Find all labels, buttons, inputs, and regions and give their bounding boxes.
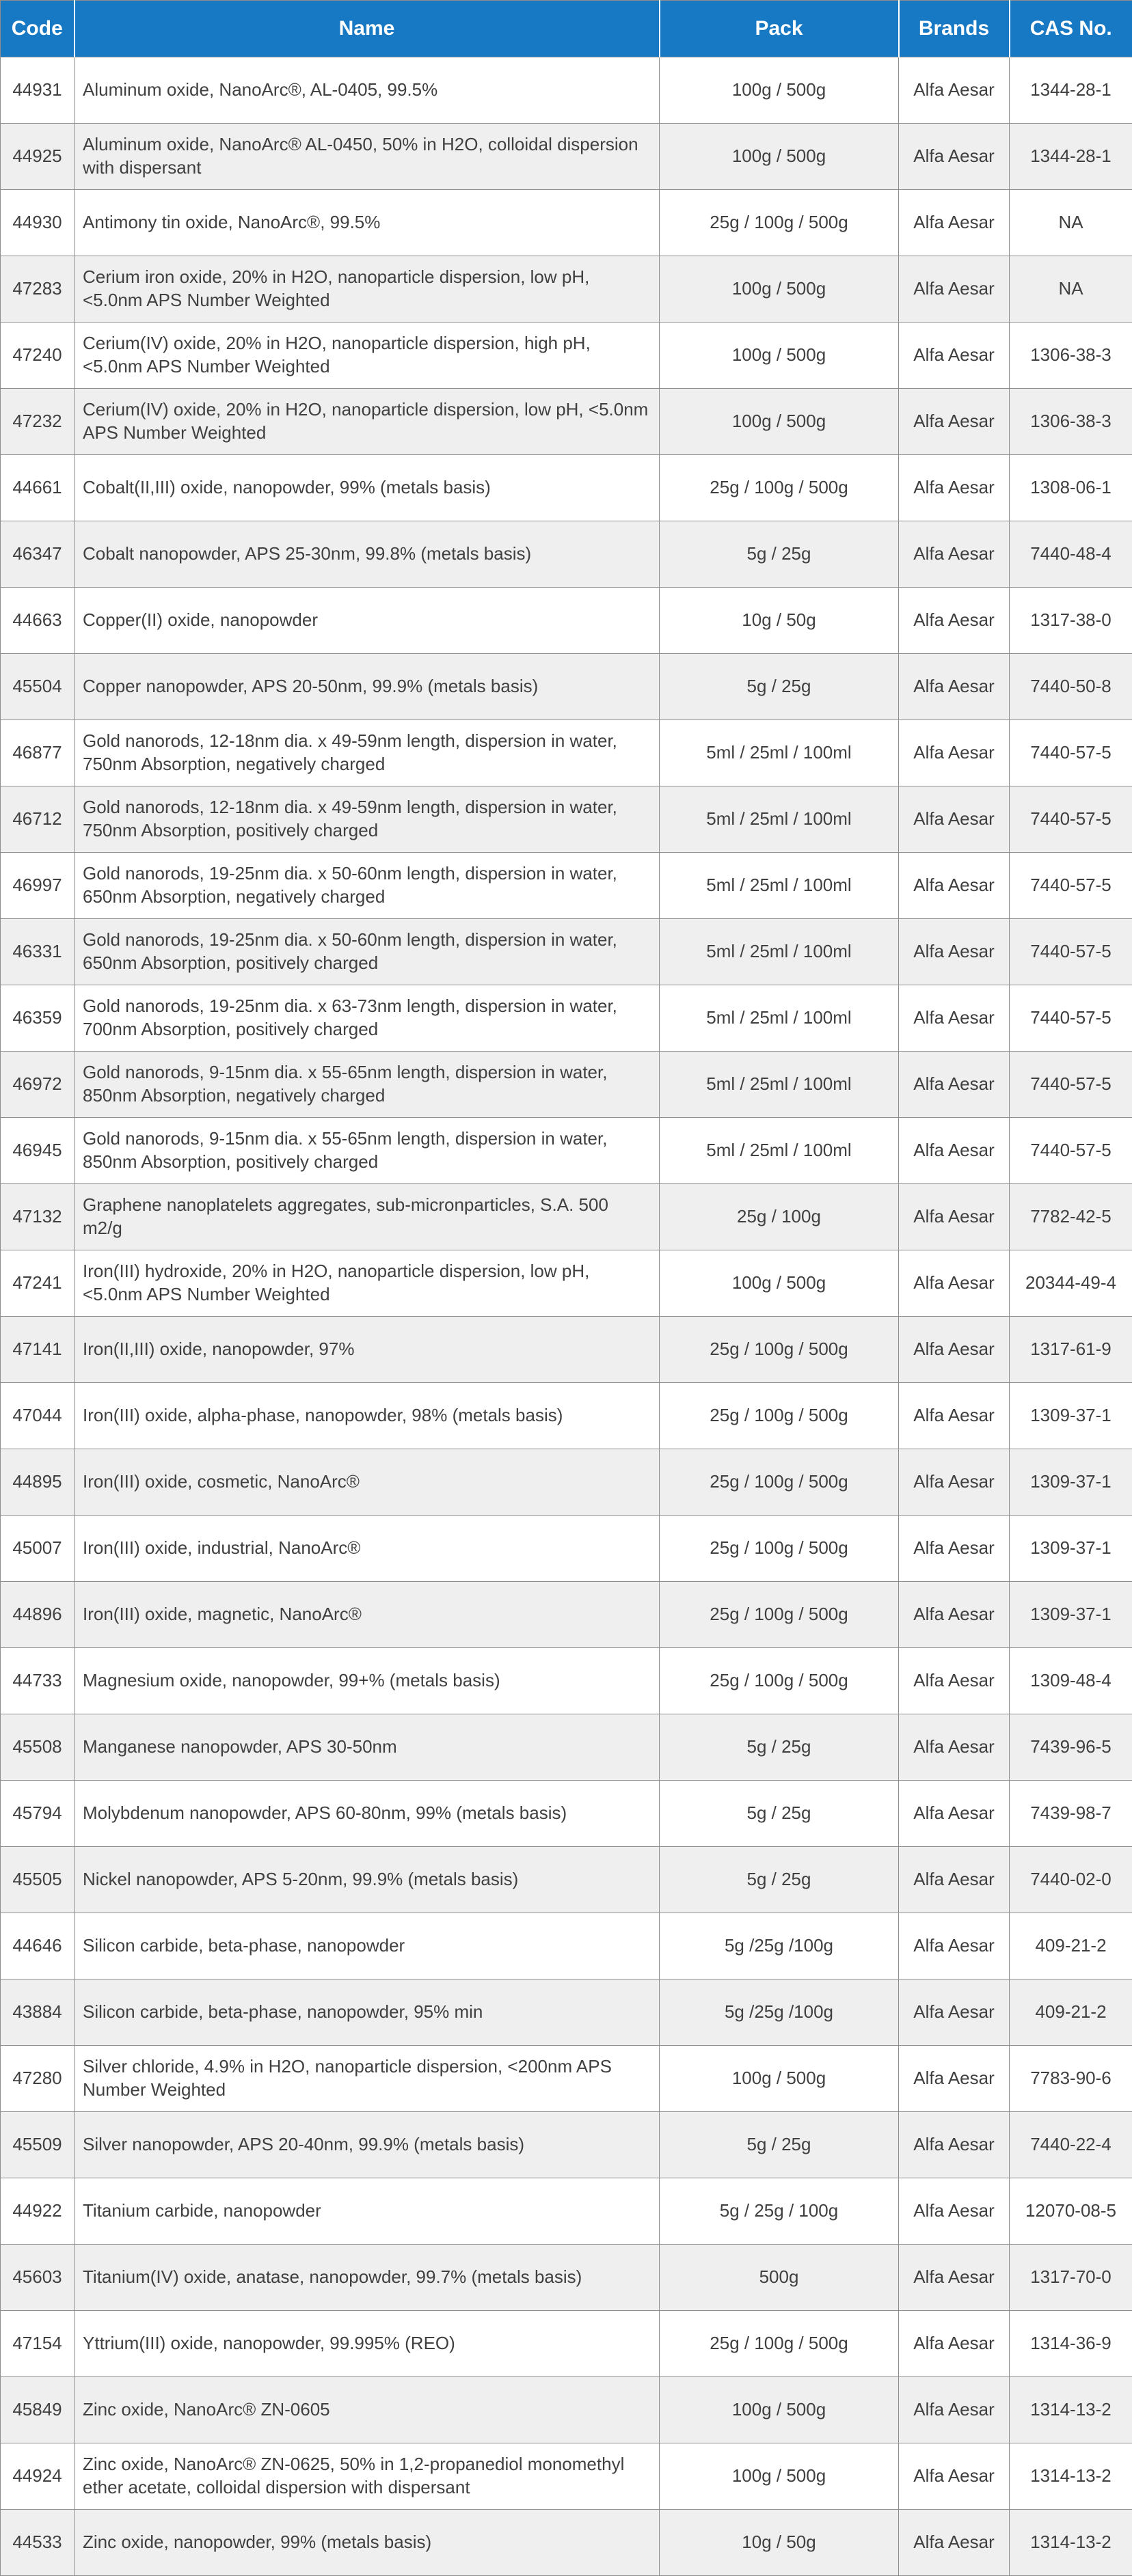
table-header-row	[1, 1, 1132, 57]
cell-code: 44931	[1, 57, 75, 124]
cell-name: Antimony tin oxide, NanoArc®, 99.5%	[75, 190, 660, 256]
cell-pack: 5g /25g /100g	[660, 1979, 899, 2046]
cell-brands: Alfa Aesar	[899, 2112, 1010, 2178]
table-row	[1, 256, 1132, 323]
cell-brands: Alfa Aesar	[899, 190, 1010, 256]
cell-brands: Alfa Aesar	[899, 786, 1010, 853]
cell-code: 46972	[1, 1052, 75, 1118]
cell-cas: 7440-02-0	[1010, 1847, 1132, 1913]
cell-cas: 20344-49-4	[1010, 1250, 1132, 1317]
cell-code: 44533	[1, 2510, 75, 2576]
cell-brands: Alfa Aesar	[899, 2311, 1010, 2377]
cell-pack: 5g /25g /100g	[660, 1913, 899, 1979]
cell-brands: Alfa Aesar	[899, 57, 1010, 124]
cell-cas: 1344-28-1	[1010, 57, 1132, 124]
cell-pack: 25g / 100g / 500g	[660, 1449, 899, 1516]
cell-code: 46877	[1, 720, 75, 786]
cell-cas: 7439-96-5	[1010, 1714, 1132, 1781]
cell-code: 46945	[1, 1118, 75, 1184]
cell-cas: 1314-36-9	[1010, 2311, 1132, 2377]
cell-cas: 1309-48-4	[1010, 1648, 1132, 1714]
cell-name: Gold nanorods, 19-25nm dia. x 50-60nm length, dispersion in water, 650nm Absorption, negatively charged	[75, 853, 660, 919]
cell-brands: Alfa Aesar	[899, 985, 1010, 1052]
cell-code: 44663	[1, 588, 75, 654]
cell-name: Gold nanorods, 12-18nm dia. x 49-59nm length, dispersion in water, 750nm Absorption, negatively charged	[75, 720, 660, 786]
cell-pack: 5g / 25g	[660, 1781, 899, 1847]
cell-brands: Alfa Aesar	[899, 521, 1010, 588]
table-row	[1, 1317, 1132, 1383]
cell-name: Iron(III) oxide, alpha-phase, nanopowder, 98% (metals basis)	[75, 1383, 660, 1449]
cell-name: Iron(III) hydroxide, 20% in H2O, nanoparticle dispersion, low pH, <5.0nm APS Number Weighted	[75, 1250, 660, 1317]
cell-code: 45509	[1, 2112, 75, 2178]
cell-brands: Alfa Aesar	[899, 654, 1010, 720]
cell-pack: 25g / 100g / 500g	[660, 455, 899, 521]
table-row	[1, 1582, 1132, 1648]
cell-code: 44733	[1, 1648, 75, 1714]
cell-name: Gold nanorods, 19-25nm dia. x 63-73nm length, dispersion in water, 700nm Absorption, positively charged	[75, 985, 660, 1052]
cell-pack: 5ml / 25ml / 100ml	[660, 1052, 899, 1118]
cell-cas: 7782-42-5	[1010, 1184, 1132, 1250]
cell-pack: 5g / 25g	[660, 2112, 899, 2178]
cell-code: 46997	[1, 853, 75, 919]
cell-code: 44661	[1, 455, 75, 521]
cell-name: Aluminum oxide, NanoArc®, AL-0405, 99.5%	[75, 57, 660, 124]
cell-cas: 1317-38-0	[1010, 588, 1132, 654]
cell-code: 47241	[1, 1250, 75, 1317]
cell-pack: 100g / 500g	[660, 1250, 899, 1317]
cell-pack: 5ml / 25ml / 100ml	[660, 1118, 899, 1184]
cell-code: 45505	[1, 1847, 75, 1913]
cell-name: Aluminum oxide, NanoArc® AL-0450, 50% in H2O, colloidal dispersion with dispersant	[75, 124, 660, 190]
cell-pack: 5ml / 25ml / 100ml	[660, 853, 899, 919]
cell-pack: 100g / 500g	[660, 256, 899, 323]
table-row	[1, 985, 1132, 1052]
cell-cas: 409-21-2	[1010, 1913, 1132, 1979]
cell-code: 46712	[1, 786, 75, 853]
cell-cas: 7440-57-5	[1010, 720, 1132, 786]
cell-code: 45007	[1, 1516, 75, 1582]
cell-name: Gold nanorods, 19-25nm dia. x 50-60nm length, dispersion in water, 650nm Absorption, positively charged	[75, 919, 660, 985]
cell-pack: 25g / 100g / 500g	[660, 190, 899, 256]
cell-name: Graphene nanoplatelets aggregates, sub-micronparticles, S.A. 500 m2/g	[75, 1184, 660, 1250]
table-row	[1, 1383, 1132, 1449]
cell-brands: Alfa Aesar	[899, 1781, 1010, 1847]
table-row	[1, 190, 1132, 256]
cell-code: 44924	[1, 2443, 75, 2510]
cell-cas: 1309-37-1	[1010, 1516, 1132, 1582]
cell-name: Iron(III) oxide, magnetic, NanoArc®	[75, 1582, 660, 1648]
cell-code: 46347	[1, 521, 75, 588]
table-row	[1, 2046, 1132, 2112]
cell-brands: Alfa Aesar	[899, 1250, 1010, 1317]
cell-name: Gold nanorods, 9-15nm dia. x 55-65nm length, dispersion in water, 850nm Absorption, positively charged	[75, 1118, 660, 1184]
cell-name: Cobalt(II,III) oxide, nanopowder, 99% (metals basis)	[75, 455, 660, 521]
cell-name: Iron(II,III) oxide, nanopowder, 97%	[75, 1317, 660, 1383]
table-row	[1, 2510, 1132, 2576]
table-row	[1, 1847, 1132, 1913]
cell-code: 45849	[1, 2377, 75, 2443]
table-header	[1, 1, 1132, 57]
cell-cas: 409-21-2	[1010, 1979, 1132, 2046]
table-row	[1, 2178, 1132, 2245]
table-row	[1, 2377, 1132, 2443]
cell-pack: 5ml / 25ml / 100ml	[660, 786, 899, 853]
cell-brands: Alfa Aesar	[899, 2443, 1010, 2510]
cell-code: 45794	[1, 1781, 75, 1847]
cell-name: Nickel nanopowder, APS 5-20nm, 99.9% (metals basis)	[75, 1847, 660, 1913]
cell-brands: Alfa Aesar	[899, 1516, 1010, 1582]
table-row	[1, 1052, 1132, 1118]
cell-brands: Alfa Aesar	[899, 2178, 1010, 2245]
cell-code: 44895	[1, 1449, 75, 1516]
cell-code: 47154	[1, 2311, 75, 2377]
cell-brands: Alfa Aesar	[899, 389, 1010, 455]
table-row	[1, 1118, 1132, 1184]
cell-name: Silicon carbide, beta-phase, nanopowder	[75, 1913, 660, 1979]
cell-cas: 1317-70-0	[1010, 2245, 1132, 2311]
cell-pack: 5g / 25g	[660, 521, 899, 588]
cell-brands: Alfa Aesar	[899, 323, 1010, 389]
cell-cas: NA	[1010, 256, 1132, 323]
table-row	[1, 1913, 1132, 1979]
cell-cas: 1308-06-1	[1010, 455, 1132, 521]
cell-code: 47141	[1, 1317, 75, 1383]
cell-brands: Alfa Aesar	[899, 2245, 1010, 2311]
cell-code: 44930	[1, 190, 75, 256]
table-row	[1, 1449, 1132, 1516]
cell-pack: 100g / 500g	[660, 57, 899, 124]
table-row	[1, 1516, 1132, 1582]
column-header-code: Code	[1, 1, 75, 57]
cell-code: 43884	[1, 1979, 75, 2046]
table-row	[1, 853, 1132, 919]
cell-code: 46331	[1, 919, 75, 985]
table-row	[1, 786, 1132, 853]
cell-brands: Alfa Aesar	[899, 853, 1010, 919]
cell-code: 46359	[1, 985, 75, 1052]
cell-brands: Alfa Aesar	[899, 1317, 1010, 1383]
cell-brands: Alfa Aesar	[899, 1714, 1010, 1781]
cell-name: Gold nanorods, 9-15nm dia. x 55-65nm length, dispersion in water, 850nm Absorption, negatively charged	[75, 1052, 660, 1118]
cell-name: Cobalt nanopowder, APS 25-30nm, 99.8% (metals basis)	[75, 521, 660, 588]
cell-name: Iron(III) oxide, industrial, NanoArc®	[75, 1516, 660, 1582]
cell-pack: 100g / 500g	[660, 2046, 899, 2112]
table-row	[1, 2112, 1132, 2178]
cell-code: 47232	[1, 389, 75, 455]
table-row	[1, 1781, 1132, 1847]
cell-code: 44922	[1, 2178, 75, 2245]
cell-cas: 7440-48-4	[1010, 521, 1132, 588]
table-row	[1, 124, 1132, 190]
cell-pack: 5g / 25g	[660, 1847, 899, 1913]
cell-pack: 100g / 500g	[660, 2377, 899, 2443]
cell-name: Silicon carbide, beta-phase, nanopowder, 95% min	[75, 1979, 660, 2046]
cell-code: 47240	[1, 323, 75, 389]
cell-brands: Alfa Aesar	[899, 1449, 1010, 1516]
cell-pack: 5g / 25g / 100g	[660, 2178, 899, 2245]
cell-name: Silver chloride, 4.9% in H2O, nanoparticle dispersion, <200nm APS Number Weighted	[75, 2046, 660, 2112]
cell-brands: Alfa Aesar	[899, 720, 1010, 786]
cell-code: 44646	[1, 1913, 75, 1979]
cell-code: 47132	[1, 1184, 75, 1250]
cell-name: Cerium(IV) oxide, 20% in H2O, nanoparticle dispersion, high pH, <5.0nm APS Number Weighted	[75, 323, 660, 389]
table-row	[1, 1184, 1132, 1250]
cell-name: Zinc oxide, NanoArc® ZN-0605	[75, 2377, 660, 2443]
cell-cas: 7440-57-5	[1010, 985, 1132, 1052]
cell-code: 44925	[1, 124, 75, 190]
cell-name: Yttrium(III) oxide, nanopowder, 99.995% (REO)	[75, 2311, 660, 2377]
cell-cas: 1309-37-1	[1010, 1582, 1132, 1648]
cell-brands: Alfa Aesar	[899, 2377, 1010, 2443]
cell-pack: 100g / 500g	[660, 124, 899, 190]
cell-cas: 7439-98-7	[1010, 1781, 1132, 1847]
cell-cas: 7440-22-4	[1010, 2112, 1132, 2178]
cell-name: Iron(III) oxide, cosmetic, NanoArc®	[75, 1449, 660, 1516]
table-row	[1, 1648, 1132, 1714]
cell-pack: 100g / 500g	[660, 2443, 899, 2510]
cell-name: Titanium(IV) oxide, anatase, nanopowder, 99.7% (metals basis)	[75, 2245, 660, 2311]
cell-cas: 1306-38-3	[1010, 389, 1132, 455]
cell-brands: Alfa Aesar	[899, 256, 1010, 323]
cell-name: Silver nanopowder, APS 20-40nm, 99.9% (metals basis)	[75, 2112, 660, 2178]
cell-name: Zinc oxide, nanopowder, 99% (metals basis)	[75, 2510, 660, 2576]
cell-name: Manganese nanopowder, APS 30-50nm	[75, 1714, 660, 1781]
cell-pack: 100g / 500g	[660, 323, 899, 389]
cell-name: Titanium carbide, nanopowder	[75, 2178, 660, 2245]
cell-pack: 10g / 50g	[660, 2510, 899, 2576]
column-header-pack: Pack	[660, 1, 899, 57]
cell-cas: 12070-08-5	[1010, 2178, 1132, 2245]
cell-cas: 7440-50-8	[1010, 654, 1132, 720]
cell-pack: 25g / 100g / 500g	[660, 1648, 899, 1714]
cell-cas: 7440-57-5	[1010, 786, 1132, 853]
table-row	[1, 323, 1132, 389]
cell-cas: 1306-38-3	[1010, 323, 1132, 389]
table-row	[1, 2443, 1132, 2510]
cell-name: Molybdenum nanopowder, APS 60-80nm, 99% (metals basis)	[75, 1781, 660, 1847]
cell-code: 47044	[1, 1383, 75, 1449]
cell-pack: 25g / 100g / 500g	[660, 1516, 899, 1582]
cell-name: Zinc oxide, NanoArc® ZN-0625, 50% in 1,2-propanediol monomethyl ether acetate, colloidal dispersion with dispersant	[75, 2443, 660, 2510]
cell-brands: Alfa Aesar	[899, 124, 1010, 190]
cell-brands: Alfa Aesar	[899, 919, 1010, 985]
cell-pack: 500g	[660, 2245, 899, 2311]
cell-cas: 1309-37-1	[1010, 1383, 1132, 1449]
column-header-brands: Brands	[899, 1, 1010, 57]
cell-code: 44896	[1, 1582, 75, 1648]
cell-name: Gold nanorods, 12-18nm dia. x 49-59nm length, dispersion in water, 750nm Absorption, positively charged	[75, 786, 660, 853]
cell-brands: Alfa Aesar	[899, 2510, 1010, 2576]
cell-brands: Alfa Aesar	[899, 1979, 1010, 2046]
table-row	[1, 1250, 1132, 1317]
cell-brands: Alfa Aesar	[899, 2046, 1010, 2112]
cell-cas: 1314-13-2	[1010, 2443, 1132, 2510]
table-row	[1, 455, 1132, 521]
cell-pack: 5g / 25g	[660, 654, 899, 720]
cell-cas: 7440-57-5	[1010, 1052, 1132, 1118]
cell-brands: Alfa Aesar	[899, 1052, 1010, 1118]
cell-brands: Alfa Aesar	[899, 1184, 1010, 1250]
column-header-name: Name	[75, 1, 660, 57]
cell-cas: 7440-57-5	[1010, 853, 1132, 919]
cell-brands: Alfa Aesar	[899, 1118, 1010, 1184]
table-row	[1, 1714, 1132, 1781]
table-row	[1, 654, 1132, 720]
table-row	[1, 2311, 1132, 2377]
cell-pack: 5ml / 25ml / 100ml	[660, 720, 899, 786]
cell-cas: 1344-28-1	[1010, 124, 1132, 190]
table-row	[1, 588, 1132, 654]
cell-brands: Alfa Aesar	[899, 1582, 1010, 1648]
cell-code: 45603	[1, 2245, 75, 2311]
cell-cas: 7440-57-5	[1010, 919, 1132, 985]
table-row	[1, 389, 1132, 455]
cell-pack: 25g / 100g / 500g	[660, 1383, 899, 1449]
cell-code: 47283	[1, 256, 75, 323]
cell-pack: 100g / 500g	[660, 389, 899, 455]
cell-name: Copper nanopowder, APS 20-50nm, 99.9% (metals basis)	[75, 654, 660, 720]
table-body	[1, 57, 1132, 2576]
table-row	[1, 2245, 1132, 2311]
cell-pack: 25g / 100g / 500g	[660, 1582, 899, 1648]
cell-code: 45504	[1, 654, 75, 720]
table-row	[1, 57, 1132, 124]
cell-cas: 7783-90-6	[1010, 2046, 1132, 2112]
cell-name: Cerium(IV) oxide, 20% in H2O, nanoparticle dispersion, low pH, <5.0nm APS Number Weighted	[75, 389, 660, 455]
cell-brands: Alfa Aesar	[899, 588, 1010, 654]
cell-cas: 7440-57-5	[1010, 1118, 1132, 1184]
cell-name: Magnesium oxide, nanopowder, 99+% (metals basis)	[75, 1648, 660, 1714]
cell-brands: Alfa Aesar	[899, 1648, 1010, 1714]
cell-pack: 25g / 100g / 500g	[660, 1317, 899, 1383]
cell-cas: 1317-61-9	[1010, 1317, 1132, 1383]
cell-cas: 1314-13-2	[1010, 2377, 1132, 2443]
cell-pack: 5ml / 25ml / 100ml	[660, 985, 899, 1052]
cell-cas: 1314-13-2	[1010, 2510, 1132, 2576]
cell-brands: Alfa Aesar	[899, 1847, 1010, 1913]
cell-code: 45508	[1, 1714, 75, 1781]
cell-cas: NA	[1010, 190, 1132, 256]
table-row	[1, 521, 1132, 588]
cell-code: 47280	[1, 2046, 75, 2112]
cell-pack: 10g / 50g	[660, 588, 899, 654]
table-row	[1, 919, 1132, 985]
cell-pack: 25g / 100g	[660, 1184, 899, 1250]
cell-cas: 1309-37-1	[1010, 1449, 1132, 1516]
cell-name: Copper(II) oxide, nanopowder	[75, 588, 660, 654]
cell-pack: 25g / 100g / 500g	[660, 2311, 899, 2377]
table-row	[1, 1979, 1132, 2046]
cell-brands: Alfa Aesar	[899, 455, 1010, 521]
cell-brands: Alfa Aesar	[899, 1913, 1010, 1979]
cell-brands: Alfa Aesar	[899, 1383, 1010, 1449]
cell-name: Cerium iron oxide, 20% in H2O, nanoparticle dispersion, low pH, <5.0nm APS Number Weighted	[75, 256, 660, 323]
column-header-cas: CAS No.	[1010, 1, 1132, 57]
table-row	[1, 720, 1132, 786]
cell-pack: 5g / 25g	[660, 1714, 899, 1781]
cell-pack: 5ml / 25ml / 100ml	[660, 919, 899, 985]
